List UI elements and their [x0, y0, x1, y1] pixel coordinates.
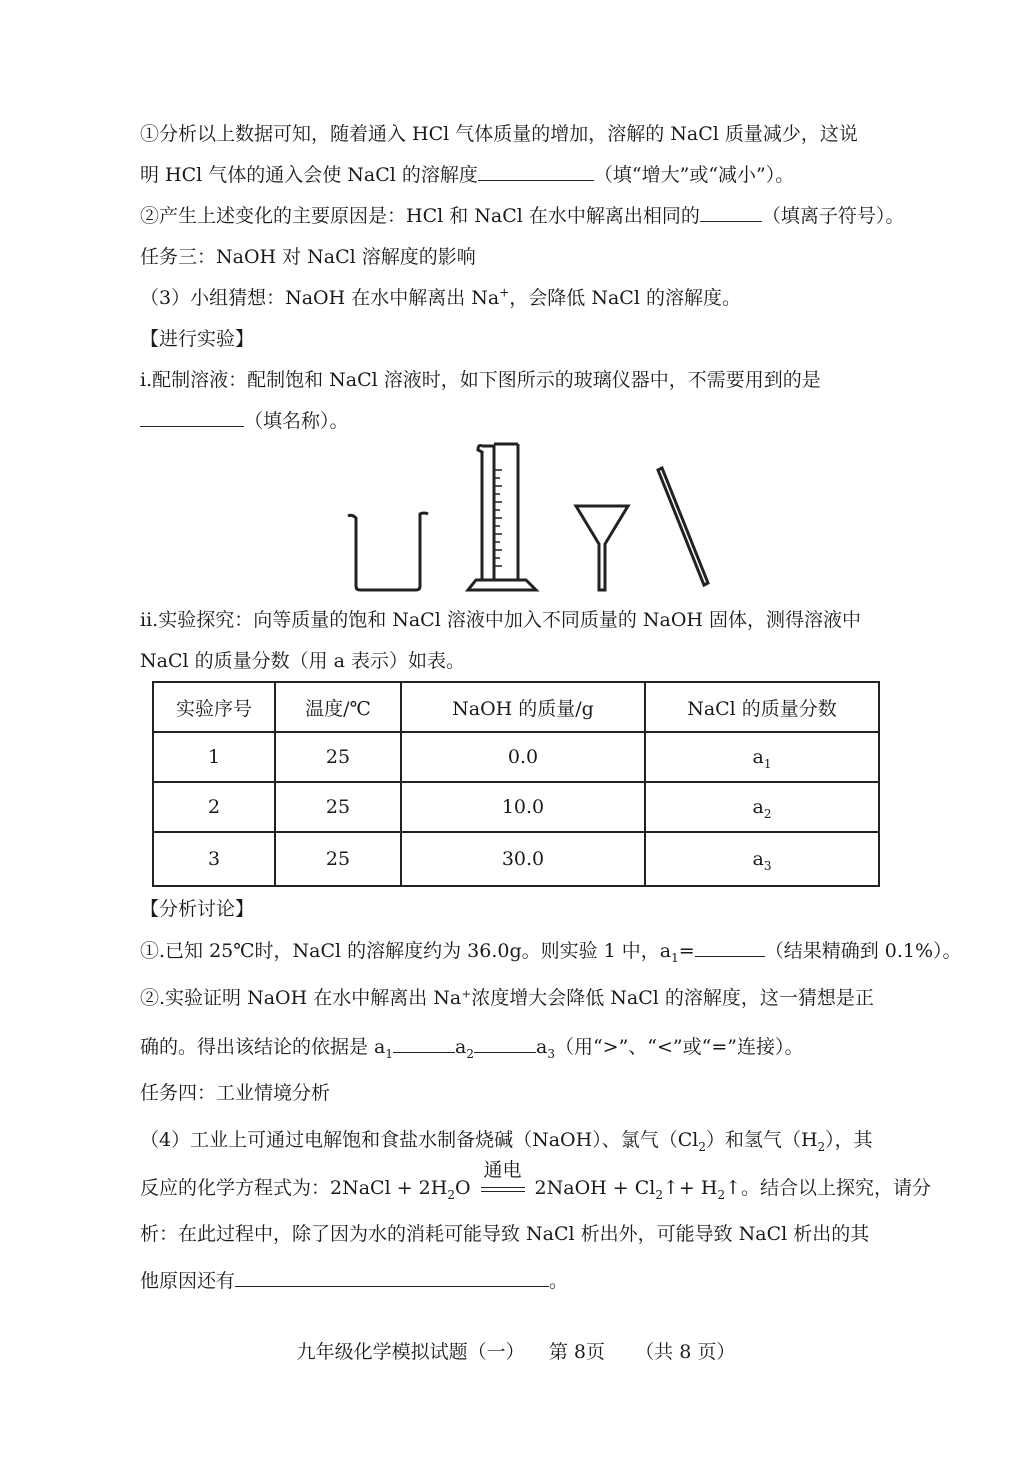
task4-line3: 析：在此过程中，除了因为水的消耗可能导致 NaCl 析出外，可能导致 NaCl 析出的其 — [140, 1223, 870, 1245]
reaction-condition: 通电 — [483, 1158, 522, 1181]
table-row — [153, 832, 879, 886]
answer-blank-solubility[interactable] — [478, 162, 594, 181]
cell-mass: 10.0 — [401, 782, 645, 832]
page-footer: 九年级化学模拟试题（一） 第 8页 （共 8 页） — [296, 1341, 736, 1363]
task4-line4: 他原因还有 。 — [140, 1270, 569, 1292]
q2-line1: ①分析以上数据可知，随着通入 HCl 气体质量的增加，溶解的 NaCl 质量减少，这说 — [140, 123, 858, 145]
step2-line1: ⅱ.实验探究：向等质量的饱和 NaCl 溶液中加入不同质量的 NaOH 固体，测得溶液中 — [140, 609, 862, 631]
table-row — [153, 782, 879, 832]
glassware-illustration — [330, 440, 730, 600]
answer-blank-ion[interactable] — [700, 203, 762, 222]
task4-line1: （4）工业上可通过电解饱和食盐水制备烧碱（NaOH）、氯气$(Cl_2)$和氢气$(H_2)$，其 — [140, 1129, 873, 1154]
cell-frac: $a_3$ — [645, 832, 879, 886]
experiment-heading: 【进行实验】 — [140, 328, 255, 350]
discussion-d1: ①.已知 25℃时，NaCl 的溶解度约为 36.0g。则实验 1 中，$a_1=$ （结果精确到 0.1%）。 — [140, 940, 962, 965]
task3-title: 任务三：NaOH 对 NaCl 溶解度的影响 — [140, 246, 476, 268]
header-naoh-mass: NaOH 的质量/g — [401, 682, 645, 732]
task3-guess: （3）小组猜想：NaOH 在水中解离出 Na+，会降低 NaCl 的溶解度。 — [140, 285, 741, 309]
table-header-row — [153, 682, 879, 732]
experiment-table — [152, 681, 880, 887]
cell-temp: 25 — [275, 782, 401, 832]
cell-mass: 30.0 — [401, 832, 645, 886]
glass-rod-icon — [658, 468, 708, 585]
task4-title: 任务四：工业情境分析 — [140, 1082, 331, 1104]
beaker-icon — [348, 513, 428, 590]
cell-frac: $a_2$ — [645, 782, 879, 832]
reaction-equals-sign — [481, 1158, 525, 1192]
answer-blank-compare1[interactable] — [393, 1034, 455, 1053]
header-experiment-no: 实验序号 — [153, 682, 275, 732]
cell-temp: 25 — [275, 832, 401, 886]
answer-blank-reason[interactable] — [235, 1268, 549, 1287]
funnel-icon — [576, 506, 628, 590]
answer-blank-apparatus[interactable] — [140, 408, 244, 427]
q2-line3: ②产生上述变化的主要原因是：HCl 和 NaCl 在水中解离出相同的 （填离子符号）。 — [140, 205, 905, 227]
answer-blank-compare2[interactable] — [474, 1034, 536, 1053]
cell-mass: 0.0 — [401, 732, 645, 782]
task4-equation-line: 反应的化学方程式为：2NaCl + $2H_2O$ 通电 2NaOH + $Cl_2↑+$ $H_2↑$。结合以上探究，请分 — [140, 1158, 932, 1202]
graduated-cylinder-icon — [468, 444, 536, 590]
cell-no: 1 — [153, 732, 275, 782]
header-nacl-fraction: NaCl 的质量分数 — [645, 682, 879, 732]
step1-line2: （填名称）。 — [140, 408, 349, 434]
step2-line2: NaCl 的质量分数（用 a 表示）如表。 — [140, 650, 466, 672]
step1-line1: ⅰ.配制溶液：配制饱和 NaCl 溶液时，如下图所示的玻璃仪器中，不需要用到的是 — [140, 369, 821, 391]
discussion-d2-line2: 确的。得出该结论的依据是 $a_1$ $a_2$ $a_3$（用“>”、“<”或“=”连接）。 — [140, 1036, 804, 1061]
header-temperature: 温度/℃ — [275, 682, 401, 732]
cell-frac: $a_1$ — [645, 732, 879, 782]
discussion-heading: 【分析讨论】 — [140, 898, 255, 920]
q2-line2: 明 HCl 气体的通入会使 NaCl 的溶解度 （填“增大”或“减小”）。 — [140, 164, 795, 186]
answer-blank-a1[interactable] — [695, 938, 765, 957]
table-row — [153, 732, 879, 782]
discussion-d2-line1: ②.实验证明 NaOH 在水中解离出 Na⁺浓度增大会降低 NaCl 的溶解度，这一猜想是正 — [140, 987, 874, 1009]
cell-no: 2 — [153, 782, 275, 832]
cell-temp: 25 — [275, 732, 401, 782]
cell-no: 3 — [153, 832, 275, 886]
